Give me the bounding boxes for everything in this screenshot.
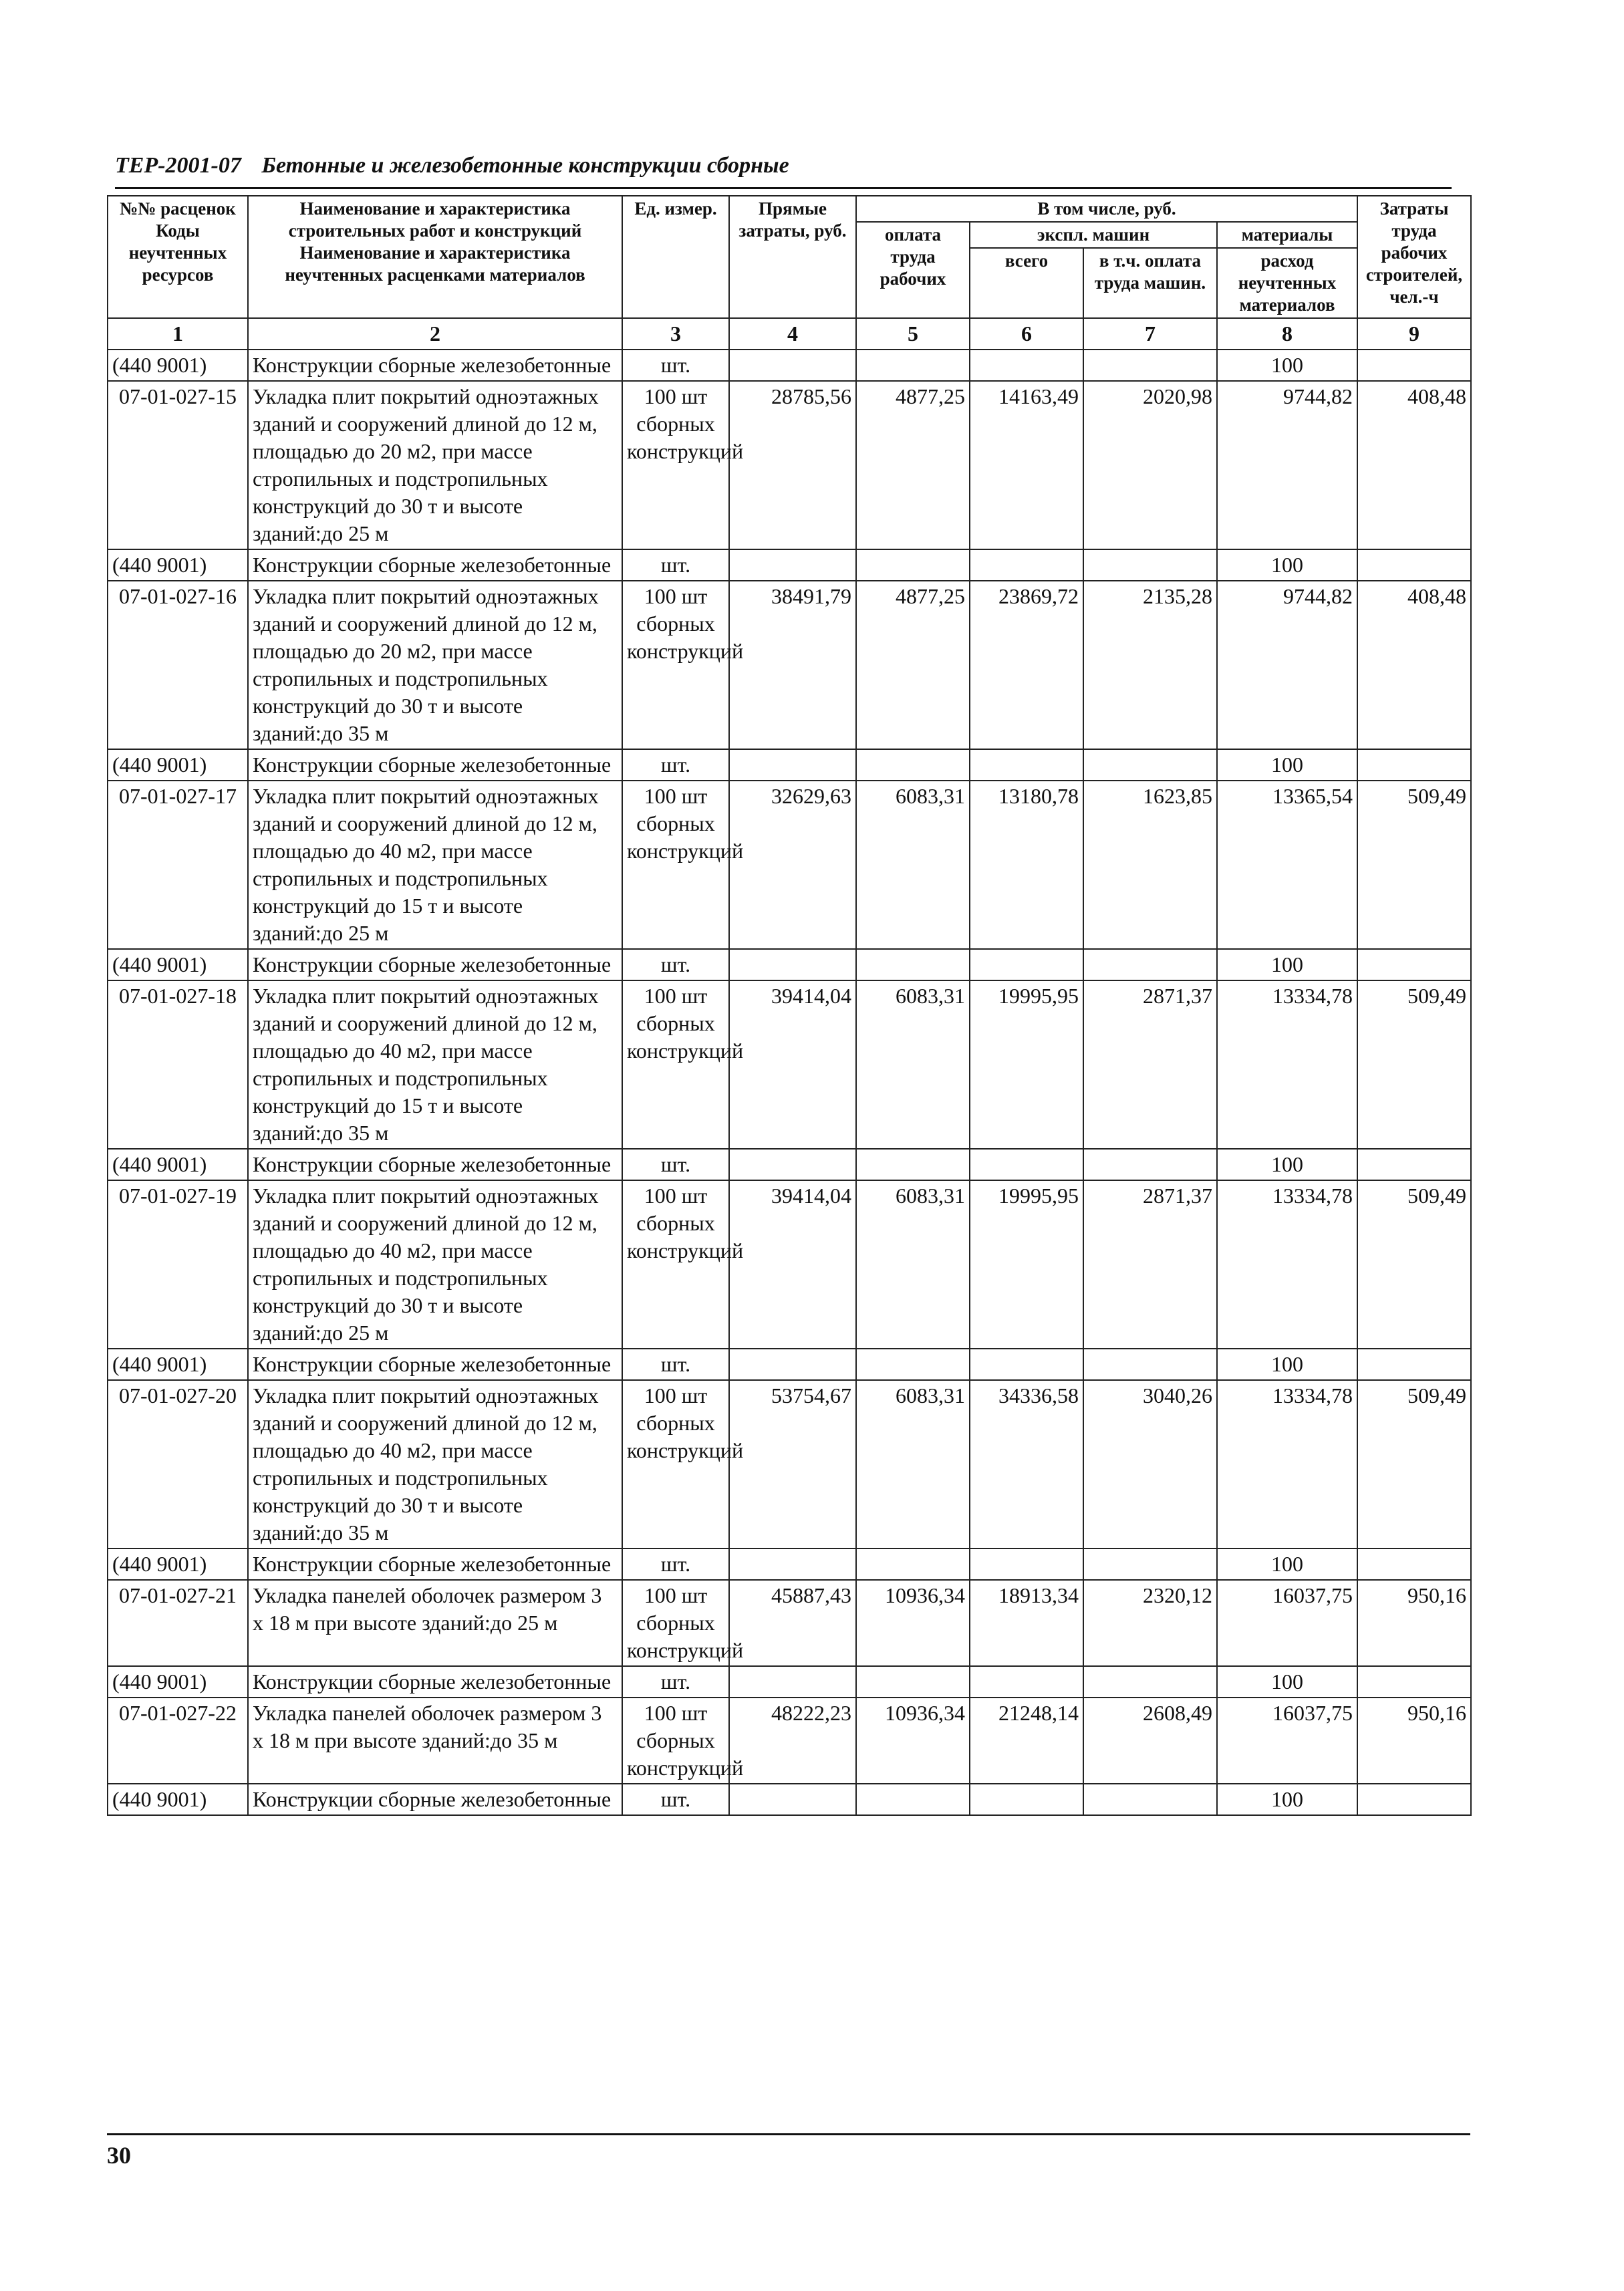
empty-cell (856, 549, 970, 581)
materials-header: материалы (1217, 222, 1357, 248)
labor-hours: 509,49 (1357, 781, 1471, 949)
labor-cost: 6083,31 (856, 980, 970, 1149)
rate-row (108, 1580, 1471, 1666)
labor-hours: 950,16 (1357, 1698, 1471, 1784)
rate-row (108, 1180, 1471, 1349)
direct-cost: 39414,04 (729, 980, 856, 1149)
empty-cell (1357, 1666, 1471, 1698)
unit-of-measure: 100 шт сборных конструкций (622, 1180, 729, 1349)
unit-of-measure: 100 шт сборных конструкций (622, 1698, 729, 1784)
column-number: 9 (1357, 318, 1471, 350)
resource-row (108, 1349, 1471, 1380)
empty-cell (729, 549, 856, 581)
labor-cost: 10936,34 (856, 1580, 970, 1666)
empty-cell (1083, 1548, 1217, 1580)
column-number: 5 (856, 318, 970, 350)
resource-row (108, 350, 1471, 381)
materials-cost: 16037,75 (1217, 1580, 1357, 1666)
resource-code: (440 9001) (108, 1349, 248, 1380)
resource-name: Конструкции сборные железобетонные (248, 1548, 622, 1580)
resource-quantity: 100 (1217, 1149, 1357, 1180)
resource-row (108, 549, 1471, 581)
rate-row (108, 581, 1471, 749)
empty-cell (1083, 549, 1217, 581)
materials-cost: 13334,78 (1217, 980, 1357, 1149)
rate-code: 07-01-027-17 (108, 781, 248, 949)
resource-name: Конструкции сборные железобетонные (248, 350, 622, 381)
empty-cell (856, 1548, 970, 1580)
resource-code: (440 9001) (108, 549, 248, 581)
resource-code: (440 9001) (108, 1548, 248, 1580)
resource-quantity: 100 (1217, 1548, 1357, 1580)
materials-cost: 13334,78 (1217, 1380, 1357, 1548)
empty-cell (729, 749, 856, 781)
labor-hours: 509,49 (1357, 980, 1471, 1149)
work-name: Укладка панелей оболочек размером 3 х 18 м при высоте зданий:до 25 м (248, 1580, 622, 1666)
column-number: 6 (970, 318, 1083, 350)
rate-code: 07-01-027-21 (108, 1580, 248, 1666)
empty-cell (729, 350, 856, 381)
work-name: Укладка плит покрытий одноэтажных зданий и сооружений длиной до 12 м, площадью до 40 м2, при массе стропильных и подстропильных конструкций до 15 т и высоте зданий:до 35 м (248, 980, 622, 1149)
empty-cell (970, 1149, 1083, 1180)
empty-cell (856, 1784, 970, 1815)
resource-unit: шт. (622, 949, 729, 980)
empty-cell (970, 749, 1083, 781)
col1-header-top: №№ расценок (120, 198, 236, 219)
machines-total: 23869,72 (970, 581, 1083, 749)
machine-operator-labor: 2871,37 (1083, 980, 1217, 1149)
col1-header (108, 196, 248, 318)
empty-cell (970, 350, 1083, 381)
empty-cell (729, 949, 856, 980)
work-name: Укладка плит покрытий одноэтажных зданий и сооружений длиной до 12 м, площадью до 20 м2, при массе стропильных и подстропильных конструкций до 30 т и высоте зданий:до 35 м (248, 581, 622, 749)
empty-cell (1083, 350, 1217, 381)
resource-name: Конструкции сборные железобетонные (248, 549, 622, 581)
column-number: 2 (248, 318, 622, 350)
labor-hours: 950,16 (1357, 1580, 1471, 1666)
materials-cost: 9744,82 (1217, 581, 1357, 749)
unit-of-measure: 100 шт сборных конструкций (622, 1580, 729, 1666)
empty-cell (856, 949, 970, 980)
resource-unit: шт. (622, 749, 729, 781)
machines-header: экспл. машин (970, 222, 1217, 248)
column-number: 7 (1083, 318, 1217, 350)
empty-cell (856, 1149, 970, 1180)
empty-cell (856, 749, 970, 781)
empty-cell (856, 1666, 970, 1698)
resource-row (108, 1784, 1471, 1815)
document-code: ТЕР-2001-07 (115, 153, 241, 178)
rate-code: 07-01-027-15 (108, 381, 248, 549)
resource-unit: шт. (622, 1784, 729, 1815)
running-head (115, 152, 1452, 179)
unit-of-measure: 100 шт сборных конструкций (622, 1380, 729, 1548)
work-name: Укладка панелей оболочек размером 3 х 18 м при высоте зданий:до 35 м (248, 1698, 622, 1784)
column-numbers-row (108, 318, 1471, 350)
resource-unit: шт. (622, 549, 729, 581)
resource-unit: шт. (622, 350, 729, 381)
direct-cost: 53754,67 (729, 1380, 856, 1548)
machine-operator-labor: 2608,49 (1083, 1698, 1217, 1784)
col8-header: расход неучтенных материалов (1217, 248, 1357, 318)
labor-cost: 6083,31 (856, 1380, 970, 1548)
labor-cost: 6083,31 (856, 1180, 970, 1349)
resource-code: (440 9001) (108, 1149, 248, 1180)
empty-cell (1357, 749, 1471, 781)
empty-cell (729, 1666, 856, 1698)
work-name: Укладка плит покрытий одноэтажных зданий и сооружений длиной до 12 м, площадью до 40 м2, при массе стропильных и подстропильных конструкций до 30 т и высоте зданий:до 25 м (248, 1180, 622, 1349)
header-rule (115, 187, 1452, 189)
labor-cost: 4877,25 (856, 581, 970, 749)
unit-of-measure: 100 шт сборных конструкций (622, 980, 729, 1149)
direct-cost: 39414,04 (729, 1180, 856, 1349)
labor-cost: 10936,34 (856, 1698, 970, 1784)
rate-code: 07-01-027-20 (108, 1380, 248, 1548)
labor-hours: 408,48 (1357, 381, 1471, 549)
rates-body (108, 350, 1471, 1815)
col2-header (248, 196, 622, 318)
empty-cell (970, 1349, 1083, 1380)
machine-operator-labor: 2135,28 (1083, 581, 1217, 749)
empty-cell (1357, 949, 1471, 980)
resource-quantity: 100 (1217, 1784, 1357, 1815)
machines-total: 14163,49 (970, 381, 1083, 549)
resource-unit: шт. (622, 1349, 729, 1380)
labor-hours: 408,48 (1357, 581, 1471, 749)
resource-quantity: 100 (1217, 549, 1357, 581)
col2-header-bottom: Наименование и характеристика неучтенных расценками материалов (285, 243, 585, 285)
materials-cost: 13334,78 (1217, 1180, 1357, 1349)
materials-cost: 9744,82 (1217, 381, 1357, 549)
resource-name: Конструкции сборные железобетонные (248, 1149, 622, 1180)
rate-code: 07-01-027-19 (108, 1180, 248, 1349)
col6-header: всего (970, 248, 1083, 318)
unit-of-measure: 100 шт сборных конструкций (622, 381, 729, 549)
empty-cell (1357, 1784, 1471, 1815)
page-number: 30 (107, 2142, 131, 2169)
work-name: Укладка плит покрытий одноэтажных зданий и сооружений длиной до 12 м, площадью до 40 м2, при массе стропильных и подстропильных конструкций до 15 т и высоте зданий:до 25 м (248, 781, 622, 949)
machine-operator-labor: 3040,26 (1083, 1380, 1217, 1548)
resource-name: Конструкции сборные железобетонные (248, 949, 622, 980)
column-number: 4 (729, 318, 856, 350)
resource-name: Конструкции сборные железобетонные (248, 749, 622, 781)
empty-cell (970, 1666, 1083, 1698)
rate-code: 07-01-027-22 (108, 1698, 248, 1784)
empty-cell (1083, 949, 1217, 980)
resource-unit: шт. (622, 1548, 729, 1580)
empty-cell (1083, 1784, 1217, 1815)
machine-operator-labor: 2320,12 (1083, 1580, 1217, 1666)
labor-cost: 4877,25 (856, 381, 970, 549)
empty-cell (729, 1349, 856, 1380)
column-number: 8 (1217, 318, 1357, 350)
empty-cell (729, 1784, 856, 1815)
rate-row (108, 1698, 1471, 1784)
empty-cell (1357, 549, 1471, 581)
resource-name: Конструкции сборные железобетонные (248, 1666, 622, 1698)
machines-total: 19995,95 (970, 980, 1083, 1149)
rate-row (108, 1380, 1471, 1548)
machines-total: 19995,95 (970, 1180, 1083, 1349)
empty-cell (729, 1548, 856, 1580)
col2-header-top: Наименование и характеристика строительных работ и конструкций (288, 198, 582, 241)
empty-cell (1083, 1149, 1217, 1180)
empty-cell (1357, 350, 1471, 381)
empty-cell (970, 549, 1083, 581)
direct-cost: 32629,63 (729, 781, 856, 949)
resource-quantity: 100 (1217, 949, 1357, 980)
col5-header: оплата труда рабочих (856, 222, 970, 318)
column-number: 1 (108, 318, 248, 350)
empty-cell (970, 1784, 1083, 1815)
machines-total: 18913,34 (970, 1580, 1083, 1666)
resource-row (108, 1666, 1471, 1698)
resource-code: (440 9001) (108, 1666, 248, 1698)
rate-row (108, 980, 1471, 1149)
direct-cost: 48222,23 (729, 1698, 856, 1784)
empty-cell (1083, 749, 1217, 781)
empty-cell (1357, 1548, 1471, 1580)
direct-cost: 45887,43 (729, 1580, 856, 1666)
resource-row (108, 949, 1471, 980)
resource-row (108, 1548, 1471, 1580)
col9-header: Затраты труда рабочих строителей, чел.-ч (1357, 196, 1471, 318)
labor-cost: 6083,31 (856, 781, 970, 949)
machine-operator-labor: 2020,98 (1083, 381, 1217, 549)
resource-code: (440 9001) (108, 749, 248, 781)
resource-quantity: 100 (1217, 1666, 1357, 1698)
empty-cell (856, 350, 970, 381)
resource-unit: шт. (622, 1666, 729, 1698)
group-header: В том числе, руб. (856, 196, 1357, 222)
resource-code: (440 9001) (108, 1784, 248, 1815)
unit-of-measure: 100 шт сборных конструкций (622, 581, 729, 749)
machines-total: 13180,78 (970, 781, 1083, 949)
resource-quantity: 100 (1217, 350, 1357, 381)
column-number: 3 (622, 318, 729, 350)
empty-cell (970, 949, 1083, 980)
resource-row (108, 1149, 1471, 1180)
empty-cell (1083, 1349, 1217, 1380)
resource-name: Конструкции сборные железобетонные (248, 1784, 622, 1815)
resource-code: (440 9001) (108, 949, 248, 980)
empty-cell (856, 1349, 970, 1380)
empty-cell (729, 1149, 856, 1180)
work-name: Укладка плит покрытий одноэтажных зданий и сооружений длиной до 12 м, площадью до 20 м2, при массе стропильных и подстропильных конструкций до 30 т и высоте зданий:до 25 м (248, 381, 622, 549)
empty-cell (1357, 1149, 1471, 1180)
machine-operator-labor: 1623,85 (1083, 781, 1217, 949)
labor-hours: 509,49 (1357, 1380, 1471, 1548)
resource-quantity: 100 (1217, 1349, 1357, 1380)
col3-header: Ед. измер. (622, 196, 729, 318)
resource-code: (440 9001) (108, 350, 248, 381)
rate-row (108, 781, 1471, 949)
unit-of-measure: 100 шт сборных конструкций (622, 781, 729, 949)
resource-quantity: 100 (1217, 749, 1357, 781)
direct-cost: 28785,56 (729, 381, 856, 549)
resource-name: Конструкции сборные железобетонные (248, 1349, 622, 1380)
materials-cost: 16037,75 (1217, 1698, 1357, 1784)
machine-operator-labor: 2871,37 (1083, 1180, 1217, 1349)
resource-row (108, 749, 1471, 781)
machines-total: 21248,14 (970, 1698, 1083, 1784)
col1-header-bottom: Коды неучтенных ресурсов (128, 221, 227, 285)
footer-rule (107, 2133, 1470, 2135)
labor-hours: 509,49 (1357, 1180, 1471, 1349)
empty-cell (970, 1548, 1083, 1580)
rate-code: 07-01-027-18 (108, 980, 248, 1149)
work-name: Укладка плит покрытий одноэтажных зданий и сооружений длиной до 12 м, площадью до 40 м2, при массе стропильных и подстропильных конструкций до 30 т и высоте зданий:до 35 м (248, 1380, 622, 1548)
materials-cost: 13365,54 (1217, 781, 1357, 949)
resource-unit: шт. (622, 1149, 729, 1180)
direct-cost: 38491,79 (729, 581, 856, 749)
section-title: Бетонные и железобетонные конструкции сборные (261, 153, 789, 178)
empty-cell (1357, 1349, 1471, 1380)
col7-header: в т.ч. оплата труда машин. (1083, 248, 1217, 318)
col4-header: Прямые затраты, руб. (729, 196, 856, 318)
machines-total: 34336,58 (970, 1380, 1083, 1548)
rate-code: 07-01-027-16 (108, 581, 248, 749)
header-row-1 (108, 196, 1471, 222)
rate-row (108, 381, 1471, 549)
empty-cell (1083, 1666, 1217, 1698)
rates-table (107, 195, 1472, 1816)
